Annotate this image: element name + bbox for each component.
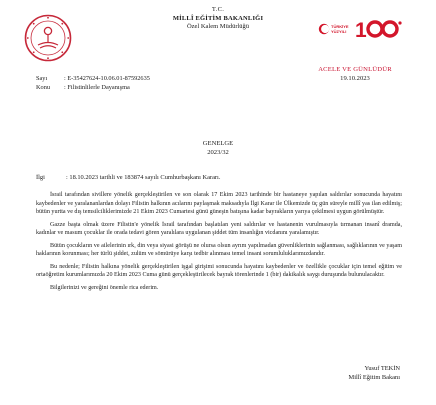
reference-block xyxy=(36,75,150,92)
document-body xyxy=(36,191,402,296)
document-date: 19.10.2023 xyxy=(340,74,370,82)
sayi-label: Sayı xyxy=(36,75,48,82)
urgency-label: ACELE VE GÜNLÜDÜR xyxy=(318,66,392,73)
turkiye-yuzyili-logo xyxy=(318,22,352,40)
header-ministry: MİLLÎ EĞİTİM BAKANLIĞI xyxy=(172,14,264,22)
header-line-1: T.C. xyxy=(211,6,225,13)
signature-block xyxy=(300,365,400,382)
signatory-title: Millî Eğitim Bakanı xyxy=(348,373,400,381)
turkiye-logo-line-2: YÜZYILI xyxy=(331,29,347,34)
body-paragraph-3: Bütün çocukların ve ailelerinin ırk, din veya siyasi görüşü ne olursa olsun ayrım yapılmadan güvenliklerinin sağlanması, sağlıklarının ve yaşam haklarının korunması; her türlü şiddet, zulüm ve sömürüye karşı tedbir alınması temel insani sorumluluklarımızdandır. xyxy=(36,242,402,258)
sayi-value: : E-35427624-10.06.01-87592635 xyxy=(64,75,150,82)
document-title xyxy=(0,140,436,158)
konu-label: Konu xyxy=(36,83,50,91)
100-logo xyxy=(354,18,402,40)
sayi-row xyxy=(36,75,150,84)
svg-text:1: 1 xyxy=(355,19,367,40)
ilgi-label: İlgi xyxy=(36,174,45,181)
konu-value: : Filistinlilerle Dayanışma xyxy=(64,83,130,91)
genelge-heading: GENELGE xyxy=(202,140,234,147)
turkiye-logo-line-1: TÜRKİYE xyxy=(331,24,349,29)
signatory-name: Yusuf TEKİN xyxy=(364,365,400,372)
body-paragraph-4: Bu nedenle; Filistin halkına yönelik gerçekleştirilen işgal girişimi sonucunda hayatını kaybedenler ve özellikle çocuklar için temel eğitim ve ortaöğretim kurumlarımızda 20 Ekim 2023 Cuma günü gerçekleştirilecek bayrak törenlerinde 1 (bir) dakikalık saygı duruşunda bulunulacaktır. xyxy=(36,263,402,279)
urgency-block xyxy=(290,66,420,83)
crescent-icon xyxy=(318,23,330,35)
ilgi-row xyxy=(36,174,220,183)
body-paragraph-2: Gazze başta olmak üzere Filistin'e yönelik İsrail tarafından başlatılan yeni saldırılar ve hastanenin vurulmasıyla tırmanan insanî dramda, kadınlar ve masum çocuklar ile orada tedavi gören yaralılara uygulanan şiddet tüm insanlığın vicdanını yaralamıştır. xyxy=(36,221,402,237)
ilgi-text: : 18.10.2023 tarihli ve 183874 sayılı Cumhurbaşkanı Kararı. xyxy=(66,174,221,181)
body-paragraph-1: İsrail tarafından sivillere yönelik gerçekleştirilen ve son olarak 17 Ekim 2023 tarihinde bir hastaneye yapılan saldırılar sonucunda hayatını kaybedenler ve yaralananlardan dolayı Filistin halkının acılarını paylaşmak maksadıyla İlgi Karar ile Ülkemizde üç gün süreyle millî yas ilan edilmiş; bütün yurtta ve dış temsilciliklerimizde 21 Ekim 2023 Cumartesi günü güneşin batışına kadar bayrakların yarıya çekilmesi uygun görülmüştür. xyxy=(36,192,402,216)
body-paragraph-5: Bilgilerinizi ve gereğini önemle rica ederim. xyxy=(50,284,159,291)
header-office: Özel Kalem Müdürlüğü xyxy=(186,23,250,31)
genelge-number: 2023/32 xyxy=(207,148,229,156)
konu-row xyxy=(36,84,150,93)
